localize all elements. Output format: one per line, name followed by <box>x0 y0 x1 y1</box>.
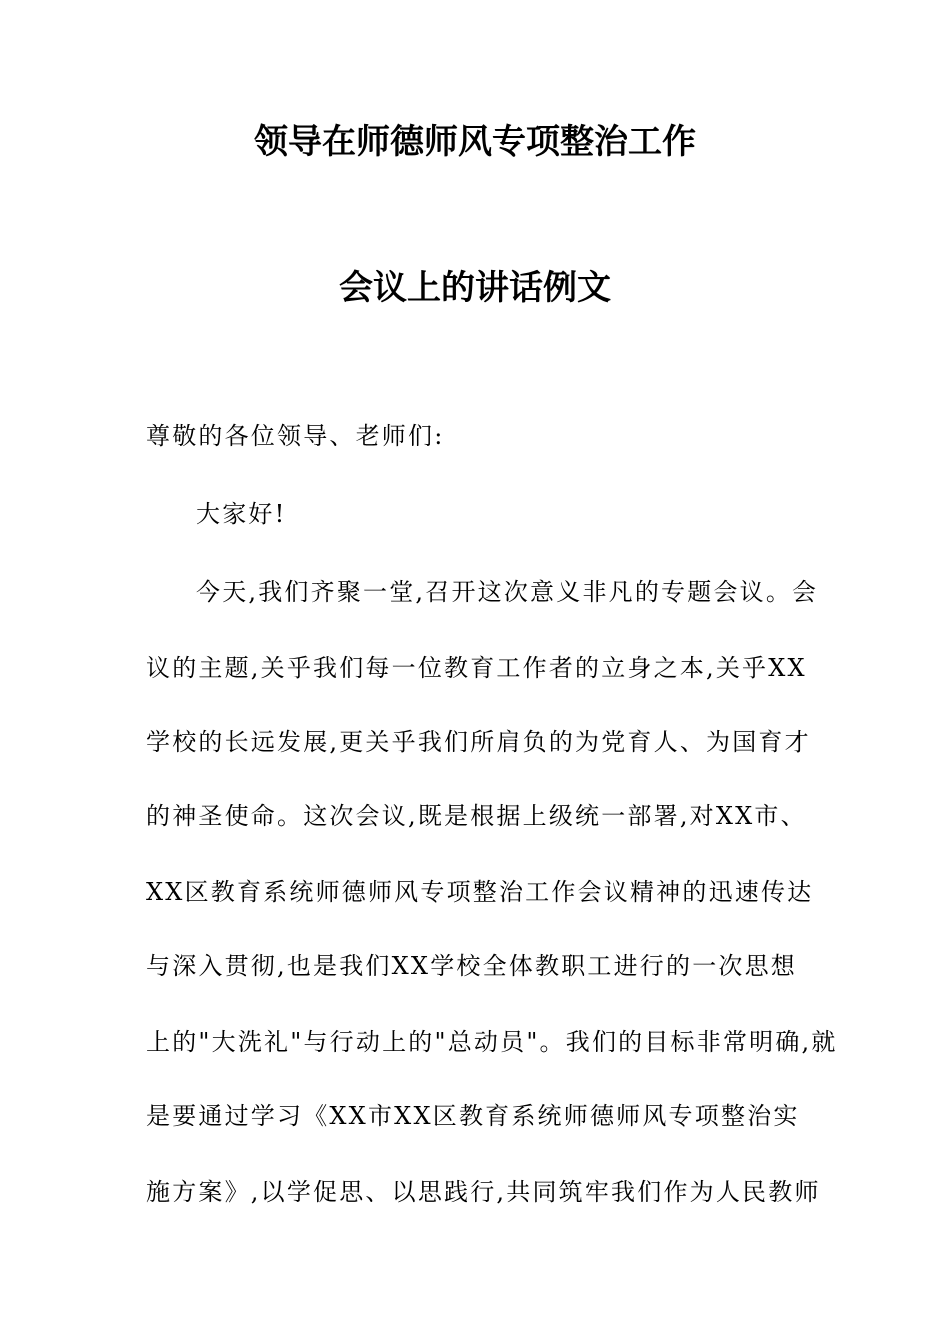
paragraph-line: 与深入贯彻,也是我们XX学校全体教职工进行的一次思想 <box>146 952 797 980</box>
paragraph-line: 学校的长远发展,更关乎我们所肩负的为党育人、为国育才 <box>146 728 811 756</box>
greeting: 大家好! <box>196 500 287 528</box>
paragraph-line: 议的主题,关乎我们每一位教育工作者的立身之本,关乎XX <box>146 654 807 682</box>
salutation: 尊敬的各位领导、老师们: <box>146 422 445 450</box>
paragraph-line: 是要通过学习《XX市XX区教育系统师德师风专项整治实 <box>146 1102 800 1130</box>
paragraph-line: 今天,我们齐聚一堂,召开这次意义非凡的专题会议。会 <box>196 578 819 606</box>
paragraph-line: 上的"大洗礼"与行动上的"总动员"。我们的目标非常明确,就 <box>146 1028 838 1056</box>
paragraph-line: 施方案》,以学促思、以思践行,共同筑牢我们作为人民教师 <box>146 1178 821 1206</box>
paragraph-line: XX区教育系统师德师风专项整治工作会议精神的迅速传达 <box>146 878 814 906</box>
document-title-line-1: 领导在师德师风专项整治工作 <box>254 122 696 162</box>
paragraph-line: 的神圣使命。这次会议,既是根据上级统一部署,对XX市、 <box>146 802 807 830</box>
document-title-line-2: 会议上的讲话例文 <box>339 268 611 308</box>
